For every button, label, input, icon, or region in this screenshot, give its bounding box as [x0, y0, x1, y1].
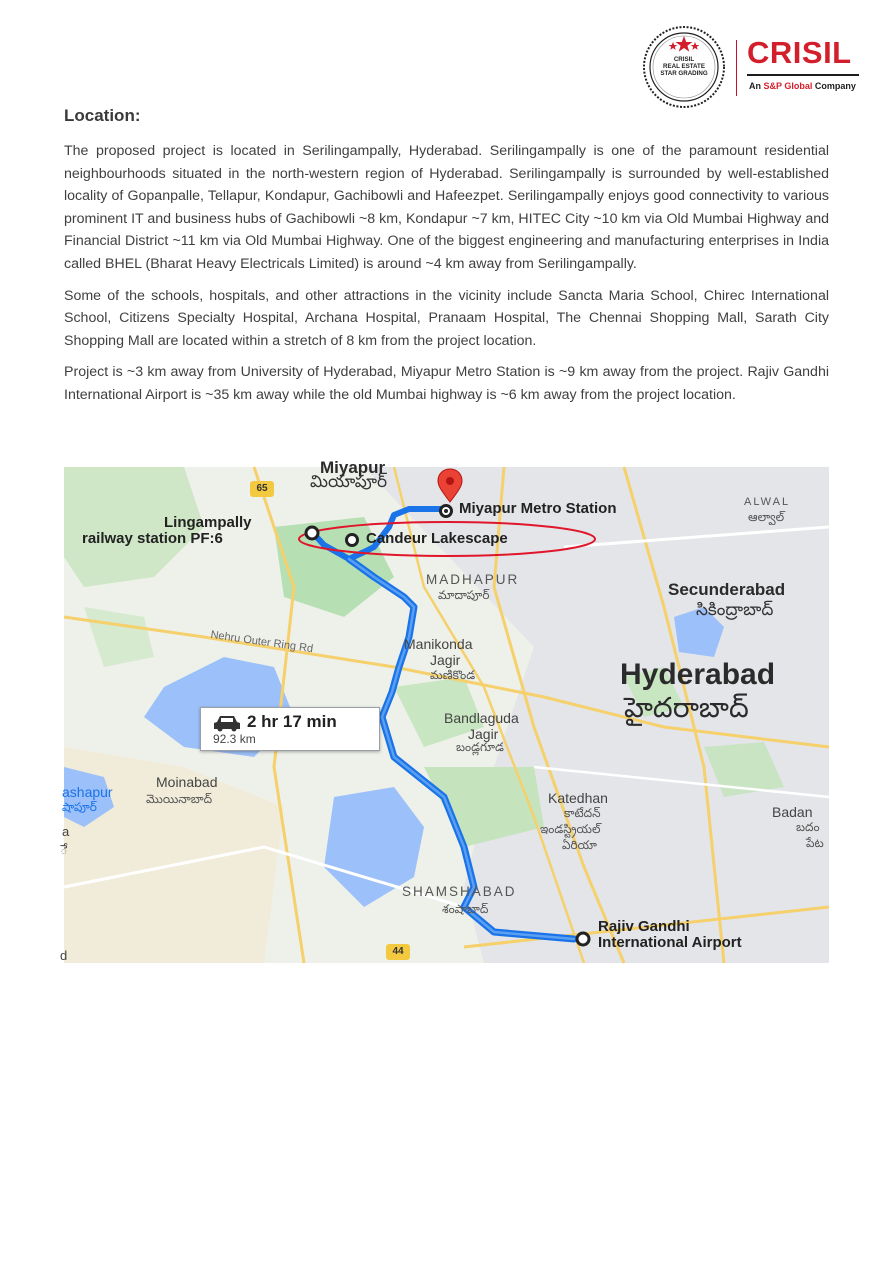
- label-outer-ring-road: Nehru Outer Ring Rd: [209, 628, 314, 656]
- label-secunderabad-te: సికింద్రాబాద్: [696, 600, 774, 619]
- label-manikonda-te: మణికొండ: [430, 668, 476, 682]
- label-katedhan: Katedhan: [548, 790, 608, 806]
- label-badan-te-1: బదం: [796, 820, 820, 834]
- label-airport-line-2: International Airport: [598, 934, 742, 951]
- label-badan-te-2: పేట: [806, 836, 824, 850]
- label-moinabad: Moinabad: [156, 774, 218, 790]
- crisil-tagline: [749, 81, 856, 91]
- label-lingampally-station: railway station PF:6: [82, 530, 223, 547]
- location-section: [64, 106, 829, 416]
- label-left-edge-4: ే: [60, 842, 68, 857]
- label-alwal: ALWAL: [744, 496, 791, 508]
- seal-text: [643, 56, 725, 77]
- label-shamshabad-te: శంషాబాద్: [442, 902, 489, 916]
- route-time: 2 hr 17 min: [247, 712, 337, 731]
- label-shamshabad: SHAMSHABAD: [402, 884, 517, 899]
- tagline-prefix: An: [749, 81, 764, 91]
- highway-65-shield: 65: [250, 481, 274, 497]
- car-icon: [213, 714, 241, 732]
- label-moinabad-te: మొయినాబాద్: [146, 792, 213, 806]
- label-left-edge-1: ashapur: [62, 784, 113, 800]
- location-paragraph-1: The proposed project is located in Serilingampally, Hyderabad. Serilingampally is one of the paramount residential neighbourhoods situated in the north-western region of Hyderabad. Serilingampally is surrounded by well-established locality of Gopanpalle, Tellapur, Kondapur, Gachibowli and Hafeezpet. Serilingampally enjoys good connectivity to various prominent IT and business hubs of Gachibowli ~8 km, Kondapur ~7 km, HITEC City ~10 km via Old Mumbai Highway and Financial District ~11 km via Old Mumbai Highway. One of the biggest engineering and manufacturing enterprises in India called BHEL (Bharat Heavy Electricals Limited) is around ~4 km away from Serilingampally.: [64, 143, 829, 272]
- label-hyderabad-te: హైదరాబాద్: [624, 692, 749, 723]
- highway-44-shield: 44: [386, 944, 410, 960]
- label-secunderabad: Secunderabad: [668, 580, 786, 599]
- label-bandlaguda: Bandlaguda: [444, 710, 519, 726]
- tagline-sp-global: S&P Global: [763, 81, 813, 91]
- location-paragraph-3: Project is ~3 km away from University of Hyderabad, Miyapur Metro Station is ~9 km away from the project. Rajiv Gandhi International Airport is ~35 km away while the old Mumbai highway is ~6 km away from the project location.: [64, 364, 829, 403]
- label-industrial-te-2: ఏరియా: [562, 838, 597, 852]
- route-info-box: [200, 707, 380, 751]
- label-miyapur-te: మియాపూర్: [310, 472, 388, 491]
- location-heading: Location:: [64, 106, 141, 125]
- label-airport-line-1: Rajiv Gandhi: [598, 918, 690, 935]
- label-katedhan-te: కాటేదన్: [564, 806, 601, 820]
- location-map: [60, 458, 829, 963]
- crisil-logo-text: CRISIL: [747, 35, 852, 70]
- label-hyderabad: Hyderabad: [620, 658, 776, 691]
- label-candeur-lakescape: Candeur Lakescape: [366, 530, 508, 547]
- label-badan: Badan: [772, 804, 813, 820]
- label-bandlaguda-jagir: Jagir: [468, 726, 499, 742]
- label-manikonda-jagir: Jagir: [430, 652, 461, 668]
- label-madhapur: MADHAPUR: [426, 572, 520, 587]
- seal-line-1: CRISIL: [673, 56, 695, 63]
- logo-divider: [736, 40, 737, 96]
- label-lingampally: Lingampally: [164, 514, 252, 531]
- label-alwal-te: ఆల్వాల్: [748, 510, 785, 524]
- label-left-edge-3: a: [62, 824, 70, 839]
- location-paragraph-2: Some of the schools, hospitals, and other attractions in the vicinity include Sancta Maria School, Chirec International School, Citizens Specialty Hospital, Archana Hospital, Pranaam Hospital, The Chennai Shopping Mall, Sarath City Shopping Mall are located within a stretch of 8 km from the project location.: [64, 287, 829, 349]
- seal-line-2: REAL ESTATE: [663, 63, 705, 70]
- label-miyapur: Miyapur: [320, 458, 386, 477]
- label-left-edge-2: షాపూర్: [62, 800, 97, 814]
- label-manikonda: Manikonda: [404, 636, 473, 652]
- label-left-edge-5: d: [60, 948, 68, 963]
- seal-line-3: STAR GRADING: [660, 70, 708, 77]
- crisil-logo-underline: [747, 74, 859, 76]
- label-madhapur-te: మాదాపూర్: [438, 588, 490, 602]
- header-logos: [643, 26, 865, 108]
- route-distance: 92.3 km: [213, 732, 256, 746]
- tagline-suffix: Company: [812, 81, 856, 91]
- label-industrial-te-1: ఇండస్ట్రియల్: [540, 822, 601, 836]
- label-bandlaguda-te: బండ్లగూడ: [456, 740, 504, 754]
- label-miyapur-metro-station: Miyapur Metro Station: [459, 500, 617, 517]
